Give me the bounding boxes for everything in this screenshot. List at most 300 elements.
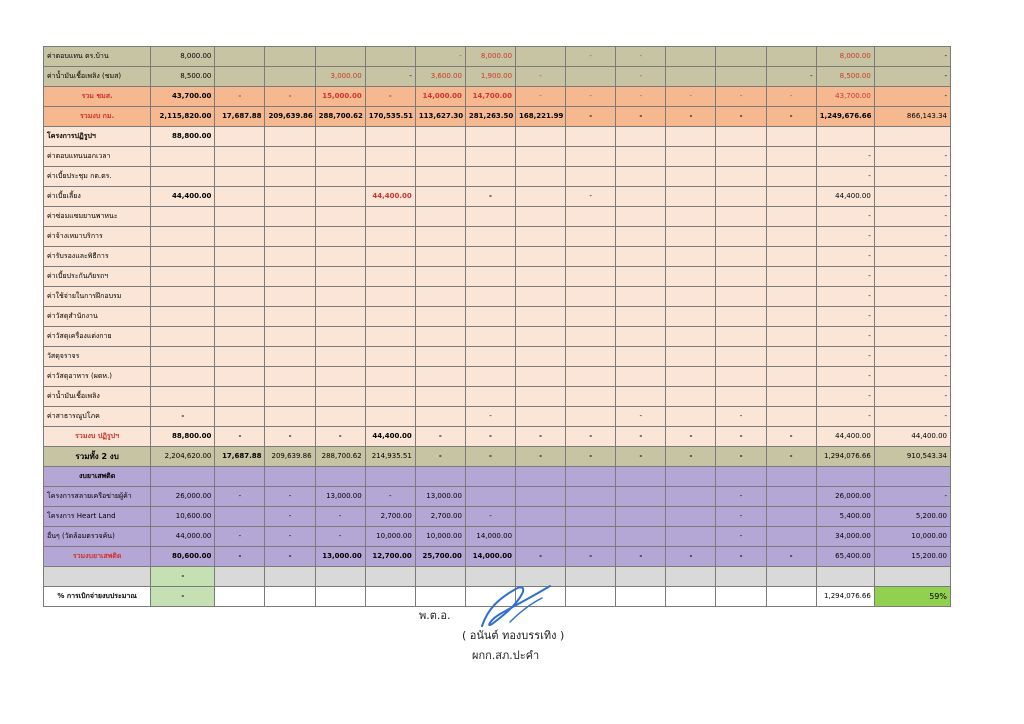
value-cell bbox=[415, 227, 465, 247]
table-row bbox=[44, 427, 951, 447]
value-cell: 281,263.50 bbox=[465, 107, 515, 127]
row-label-cell: ค่าเบี้ยประชุม กต.ตร. bbox=[44, 167, 151, 187]
value-cell: 288,700.62 bbox=[315, 447, 365, 467]
value-cell: - bbox=[766, 427, 816, 447]
value-cell: - bbox=[616, 67, 666, 87]
value-cell: 2,204,620.00 bbox=[151, 447, 215, 467]
value-cell: 26,000.00 bbox=[151, 487, 215, 507]
value-cell: - bbox=[816, 267, 874, 287]
value-cell bbox=[566, 287, 616, 307]
value-cell bbox=[151, 367, 215, 387]
value-cell bbox=[415, 247, 465, 267]
value-cell: - bbox=[816, 247, 874, 267]
value-cell: 88,800.00 bbox=[151, 427, 215, 447]
table-row bbox=[44, 447, 951, 467]
value-cell bbox=[215, 387, 265, 407]
value-cell bbox=[716, 467, 766, 487]
value-cell bbox=[465, 127, 515, 147]
row-label-cell: ค่ารับรองและพิธีการ bbox=[44, 247, 151, 267]
value-cell: - bbox=[874, 147, 950, 167]
signature-position: ผกก.สภ.ปะคำ bbox=[472, 649, 540, 662]
value-cell bbox=[666, 207, 716, 227]
value-cell: - bbox=[365, 87, 415, 107]
value-cell bbox=[315, 407, 365, 427]
value-cell bbox=[465, 347, 515, 367]
value-cell bbox=[516, 247, 566, 267]
row-label-cell: รวมงบยาเสพติด bbox=[44, 547, 151, 567]
value-cell: - bbox=[716, 407, 766, 427]
value-cell bbox=[616, 327, 666, 347]
value-cell bbox=[215, 187, 265, 207]
value-cell: - bbox=[265, 427, 315, 447]
row-label-cell: ค่าเบี้ยเลี้ยง bbox=[44, 187, 151, 207]
row-label-cell: รวมงบ กม. bbox=[44, 107, 151, 127]
value-cell: 8,000.00 bbox=[465, 47, 515, 67]
value-cell bbox=[516, 307, 566, 327]
value-cell: - bbox=[315, 507, 365, 527]
value-cell: - bbox=[265, 547, 315, 567]
value-cell bbox=[265, 207, 315, 227]
value-cell bbox=[265, 307, 315, 327]
row-label-cell: โครงการสลายเครือข่ายผู้ค้า bbox=[44, 487, 151, 507]
value-cell bbox=[415, 207, 465, 227]
value-cell bbox=[616, 567, 666, 587]
row-label-cell: โครงการ Heart Land bbox=[44, 507, 151, 527]
value-cell bbox=[566, 207, 616, 227]
value-cell: 43,700.00 bbox=[816, 87, 874, 107]
value-cell bbox=[516, 47, 566, 67]
value-cell bbox=[566, 147, 616, 167]
value-cell: 12,700.00 bbox=[365, 547, 415, 567]
value-cell bbox=[874, 567, 950, 587]
value-cell bbox=[265, 407, 315, 427]
value-cell bbox=[265, 67, 315, 87]
value-cell bbox=[365, 127, 415, 147]
value-cell: - bbox=[874, 207, 950, 227]
value-cell: - bbox=[874, 67, 950, 87]
value-cell bbox=[516, 267, 566, 287]
value-cell: - bbox=[716, 427, 766, 447]
value-cell bbox=[215, 167, 265, 187]
value-cell bbox=[666, 267, 716, 287]
value-cell: - bbox=[874, 327, 950, 347]
value-cell bbox=[766, 207, 816, 227]
value-cell: - bbox=[666, 87, 716, 107]
value-cell bbox=[265, 227, 315, 247]
table-row bbox=[44, 487, 951, 507]
value-cell bbox=[365, 207, 415, 227]
value-cell bbox=[215, 247, 265, 267]
value-cell bbox=[566, 327, 616, 347]
value-cell: 2,700.00 bbox=[415, 507, 465, 527]
value-cell bbox=[666, 387, 716, 407]
value-cell: - bbox=[215, 527, 265, 547]
value-cell bbox=[315, 307, 365, 327]
value-cell: - bbox=[666, 427, 716, 447]
value-cell bbox=[465, 287, 515, 307]
value-cell bbox=[766, 187, 816, 207]
value-cell bbox=[265, 167, 315, 187]
value-cell: - bbox=[616, 87, 666, 107]
table-row bbox=[44, 207, 951, 227]
value-cell bbox=[151, 387, 215, 407]
value-cell bbox=[265, 147, 315, 167]
value-cell bbox=[465, 387, 515, 407]
value-cell bbox=[566, 67, 616, 87]
value-cell bbox=[616, 387, 666, 407]
row-label-cell: ค่าตอบแทนนอกเวลา bbox=[44, 147, 151, 167]
value-cell bbox=[616, 487, 666, 507]
value-cell: - bbox=[151, 567, 215, 587]
value-cell bbox=[516, 487, 566, 507]
value-cell bbox=[315, 207, 365, 227]
value-cell: 44,400.00 bbox=[816, 187, 874, 207]
value-cell: 8,000.00 bbox=[151, 47, 215, 67]
value-cell: 15,200.00 bbox=[874, 547, 950, 567]
value-cell: 26,000.00 bbox=[816, 487, 874, 507]
value-cell: 5,200.00 bbox=[874, 507, 950, 527]
table-row bbox=[44, 467, 951, 487]
value-cell: 44,400.00 bbox=[816, 427, 874, 447]
value-cell: - bbox=[666, 107, 716, 127]
value-cell bbox=[465, 227, 515, 247]
value-cell bbox=[215, 567, 265, 587]
table-row bbox=[44, 367, 951, 387]
budget-table bbox=[43, 46, 951, 607]
value-cell bbox=[415, 187, 465, 207]
value-cell: - bbox=[874, 187, 950, 207]
row-label-cell: โครงการปฏิรูปฯ bbox=[44, 127, 151, 147]
value-cell bbox=[265, 587, 315, 607]
value-cell bbox=[766, 367, 816, 387]
value-cell: - bbox=[566, 547, 616, 567]
value-cell: 288,700.62 bbox=[315, 107, 365, 127]
value-cell: - bbox=[265, 527, 315, 547]
value-cell bbox=[151, 347, 215, 367]
value-cell bbox=[151, 167, 215, 187]
value-cell: - bbox=[516, 87, 566, 107]
value-cell: - bbox=[265, 487, 315, 507]
value-cell: - bbox=[566, 107, 616, 127]
value-cell bbox=[315, 367, 365, 387]
value-cell bbox=[516, 407, 566, 427]
value-cell: - bbox=[766, 67, 816, 87]
value-cell bbox=[716, 127, 766, 147]
value-cell: 8,500.00 bbox=[151, 67, 215, 87]
row-label-cell: รวมทั้ง 2 งบ bbox=[44, 447, 151, 467]
value-cell: - bbox=[874, 407, 950, 427]
value-cell: - bbox=[465, 407, 515, 427]
row-label-cell: ค่าน้ำมันเชื้อเพลิง bbox=[44, 387, 151, 407]
value-cell: 170,535.51 bbox=[365, 107, 415, 127]
row-label-cell: งบยาเสพติด bbox=[44, 467, 151, 487]
value-cell bbox=[716, 347, 766, 367]
value-cell: - bbox=[766, 447, 816, 467]
value-cell: - bbox=[874, 47, 950, 67]
value-cell bbox=[666, 147, 716, 167]
value-cell: - bbox=[766, 87, 816, 107]
value-cell: 43,700.00 bbox=[151, 87, 215, 107]
value-cell bbox=[666, 367, 716, 387]
value-cell bbox=[766, 227, 816, 247]
table-row bbox=[44, 247, 951, 267]
value-cell bbox=[616, 307, 666, 327]
value-cell bbox=[151, 467, 215, 487]
value-cell: - bbox=[465, 507, 515, 527]
value-cell bbox=[766, 47, 816, 67]
value-cell bbox=[566, 487, 616, 507]
value-cell bbox=[151, 247, 215, 267]
row-label-cell: รวมงบ ปฏิรูปฯ bbox=[44, 427, 151, 447]
value-cell: 209,639.86 bbox=[265, 107, 315, 127]
value-cell bbox=[766, 567, 816, 587]
value-cell bbox=[766, 527, 816, 547]
value-cell bbox=[766, 247, 816, 267]
value-cell: 14,000.00 bbox=[465, 547, 515, 567]
value-cell bbox=[666, 47, 716, 67]
value-cell bbox=[215, 407, 265, 427]
value-cell: - bbox=[465, 447, 515, 467]
value-cell: - bbox=[874, 267, 950, 287]
value-cell bbox=[151, 147, 215, 167]
value-cell bbox=[616, 347, 666, 367]
row-label-cell: ค่าตอบแทน ตร.บ้าน bbox=[44, 47, 151, 67]
value-cell bbox=[465, 267, 515, 287]
value-cell: - bbox=[415, 47, 465, 67]
value-cell bbox=[666, 227, 716, 247]
value-cell bbox=[766, 387, 816, 407]
value-cell bbox=[315, 387, 365, 407]
value-cell bbox=[315, 247, 365, 267]
value-cell bbox=[766, 467, 816, 487]
row-label-cell bbox=[44, 567, 151, 587]
value-cell bbox=[151, 267, 215, 287]
value-cell: - bbox=[315, 427, 365, 447]
value-cell: - bbox=[716, 447, 766, 467]
value-cell bbox=[516, 127, 566, 147]
value-cell bbox=[566, 567, 616, 587]
value-cell: - bbox=[566, 447, 616, 467]
value-cell bbox=[465, 247, 515, 267]
value-cell bbox=[365, 47, 415, 67]
value-cell: 14,000.00 bbox=[465, 527, 515, 547]
value-cell bbox=[716, 267, 766, 287]
value-cell: - bbox=[566, 427, 616, 447]
value-cell bbox=[716, 187, 766, 207]
value-cell bbox=[415, 467, 465, 487]
value-cell: 3,000.00 bbox=[315, 67, 365, 87]
value-cell bbox=[666, 167, 716, 187]
value-cell bbox=[566, 407, 616, 427]
value-cell: 17,687.88 bbox=[215, 447, 265, 467]
value-cell: 80,600.00 bbox=[151, 547, 215, 567]
value-cell bbox=[215, 367, 265, 387]
value-cell bbox=[666, 587, 716, 607]
row-label-cell: ค่าวัสดุเครื่องแต่งกาย bbox=[44, 327, 151, 347]
value-cell: 14,700.00 bbox=[465, 87, 515, 107]
row-label-cell: ค่าซ่อมแซมยานพาหนะ bbox=[44, 207, 151, 227]
table-row bbox=[44, 347, 951, 367]
table-row bbox=[44, 167, 951, 187]
value-cell bbox=[365, 227, 415, 247]
value-cell: - bbox=[874, 367, 950, 387]
table-row bbox=[44, 107, 951, 127]
value-cell bbox=[716, 47, 766, 67]
value-cell bbox=[265, 127, 315, 147]
value-cell bbox=[465, 147, 515, 167]
value-cell bbox=[415, 327, 465, 347]
value-cell bbox=[566, 227, 616, 247]
value-cell bbox=[566, 127, 616, 147]
value-cell: 10,000.00 bbox=[415, 527, 465, 547]
value-cell bbox=[766, 307, 816, 327]
table-row bbox=[44, 547, 951, 567]
value-cell bbox=[151, 307, 215, 327]
value-cell: - bbox=[816, 167, 874, 187]
table-row bbox=[44, 47, 951, 67]
value-cell bbox=[716, 387, 766, 407]
value-cell bbox=[265, 387, 315, 407]
table-row bbox=[44, 327, 951, 347]
value-cell: 3,600.00 bbox=[415, 67, 465, 87]
value-cell: - bbox=[874, 387, 950, 407]
value-cell: 10,600.00 bbox=[151, 507, 215, 527]
value-cell bbox=[616, 507, 666, 527]
value-cell bbox=[766, 347, 816, 367]
value-cell bbox=[365, 247, 415, 267]
value-cell: 44,400.00 bbox=[365, 187, 415, 207]
value-cell bbox=[716, 207, 766, 227]
value-cell bbox=[666, 287, 716, 307]
value-cell bbox=[415, 127, 465, 147]
value-cell: - bbox=[874, 87, 950, 107]
value-cell bbox=[566, 247, 616, 267]
value-cell: - bbox=[516, 427, 566, 447]
value-cell bbox=[874, 467, 950, 487]
value-cell bbox=[315, 587, 365, 607]
row-label-cell: ค่าวัสดุสำนักงาน bbox=[44, 307, 151, 327]
value-cell: - bbox=[616, 107, 666, 127]
value-cell bbox=[516, 227, 566, 247]
value-cell: 34,000.00 bbox=[816, 527, 874, 547]
value-cell bbox=[265, 187, 315, 207]
value-cell bbox=[215, 287, 265, 307]
value-cell: 5,400.00 bbox=[816, 507, 874, 527]
value-cell: - bbox=[265, 87, 315, 107]
value-cell: 13,000.00 bbox=[415, 487, 465, 507]
value-cell: - bbox=[616, 547, 666, 567]
value-cell bbox=[315, 47, 365, 67]
value-cell: - bbox=[816, 407, 874, 427]
value-cell bbox=[465, 307, 515, 327]
value-cell bbox=[365, 147, 415, 167]
value-cell bbox=[315, 327, 365, 347]
value-cell bbox=[151, 207, 215, 227]
value-cell bbox=[816, 567, 874, 587]
value-cell: - bbox=[616, 407, 666, 427]
value-cell bbox=[766, 487, 816, 507]
value-cell: - bbox=[365, 67, 415, 87]
value-cell: - bbox=[816, 227, 874, 247]
value-cell bbox=[415, 167, 465, 187]
value-cell bbox=[516, 147, 566, 167]
value-cell bbox=[516, 207, 566, 227]
value-cell bbox=[616, 367, 666, 387]
value-cell bbox=[616, 587, 666, 607]
value-cell bbox=[516, 367, 566, 387]
value-cell bbox=[415, 307, 465, 327]
value-cell bbox=[666, 247, 716, 267]
value-cell bbox=[215, 347, 265, 367]
value-cell: - bbox=[874, 227, 950, 247]
signature-name: ( อนันต์ ทองบรรเทิง ) bbox=[462, 629, 565, 642]
value-cell: - bbox=[616, 47, 666, 67]
value-cell bbox=[816, 467, 874, 487]
value-cell bbox=[516, 187, 566, 207]
value-cell bbox=[265, 267, 315, 287]
value-cell bbox=[365, 387, 415, 407]
value-cell bbox=[874, 127, 950, 147]
value-cell bbox=[215, 67, 265, 87]
value-cell bbox=[766, 167, 816, 187]
value-cell bbox=[666, 507, 716, 527]
table-row bbox=[44, 267, 951, 287]
value-cell bbox=[616, 187, 666, 207]
value-cell bbox=[566, 467, 616, 487]
value-cell: 10,000.00 bbox=[365, 527, 415, 547]
value-cell bbox=[716, 67, 766, 87]
value-cell bbox=[365, 347, 415, 367]
value-cell bbox=[666, 567, 716, 587]
value-cell: - bbox=[874, 247, 950, 267]
value-cell bbox=[151, 287, 215, 307]
value-cell bbox=[315, 187, 365, 207]
value-cell bbox=[265, 467, 315, 487]
value-cell: 13,000.00 bbox=[315, 547, 365, 567]
value-cell: - bbox=[516, 547, 566, 567]
value-cell bbox=[566, 307, 616, 327]
row-label-cell: วัสดุจราจร bbox=[44, 347, 151, 367]
value-cell: 25,700.00 bbox=[415, 547, 465, 567]
value-cell: - bbox=[465, 187, 515, 207]
value-cell: - bbox=[716, 487, 766, 507]
value-cell bbox=[716, 147, 766, 167]
value-cell: - bbox=[816, 207, 874, 227]
value-cell: - bbox=[716, 527, 766, 547]
value-cell bbox=[716, 227, 766, 247]
value-cell bbox=[415, 287, 465, 307]
value-cell: - bbox=[616, 447, 666, 467]
value-cell bbox=[365, 467, 415, 487]
value-cell: - bbox=[874, 167, 950, 187]
value-cell bbox=[516, 387, 566, 407]
row-label-cell: รวม ชมส. bbox=[44, 87, 151, 107]
table-row bbox=[44, 287, 951, 307]
value-cell bbox=[315, 267, 365, 287]
value-cell bbox=[666, 127, 716, 147]
value-cell bbox=[265, 367, 315, 387]
value-cell: - bbox=[816, 327, 874, 347]
value-cell: 1,294,076.66 bbox=[816, 587, 874, 607]
value-cell: - bbox=[716, 107, 766, 127]
value-cell: - bbox=[716, 507, 766, 527]
value-cell bbox=[616, 287, 666, 307]
value-cell bbox=[666, 307, 716, 327]
value-cell bbox=[151, 227, 215, 247]
value-cell: 10,000.00 bbox=[874, 527, 950, 547]
value-cell: - bbox=[816, 347, 874, 367]
value-cell bbox=[365, 327, 415, 347]
